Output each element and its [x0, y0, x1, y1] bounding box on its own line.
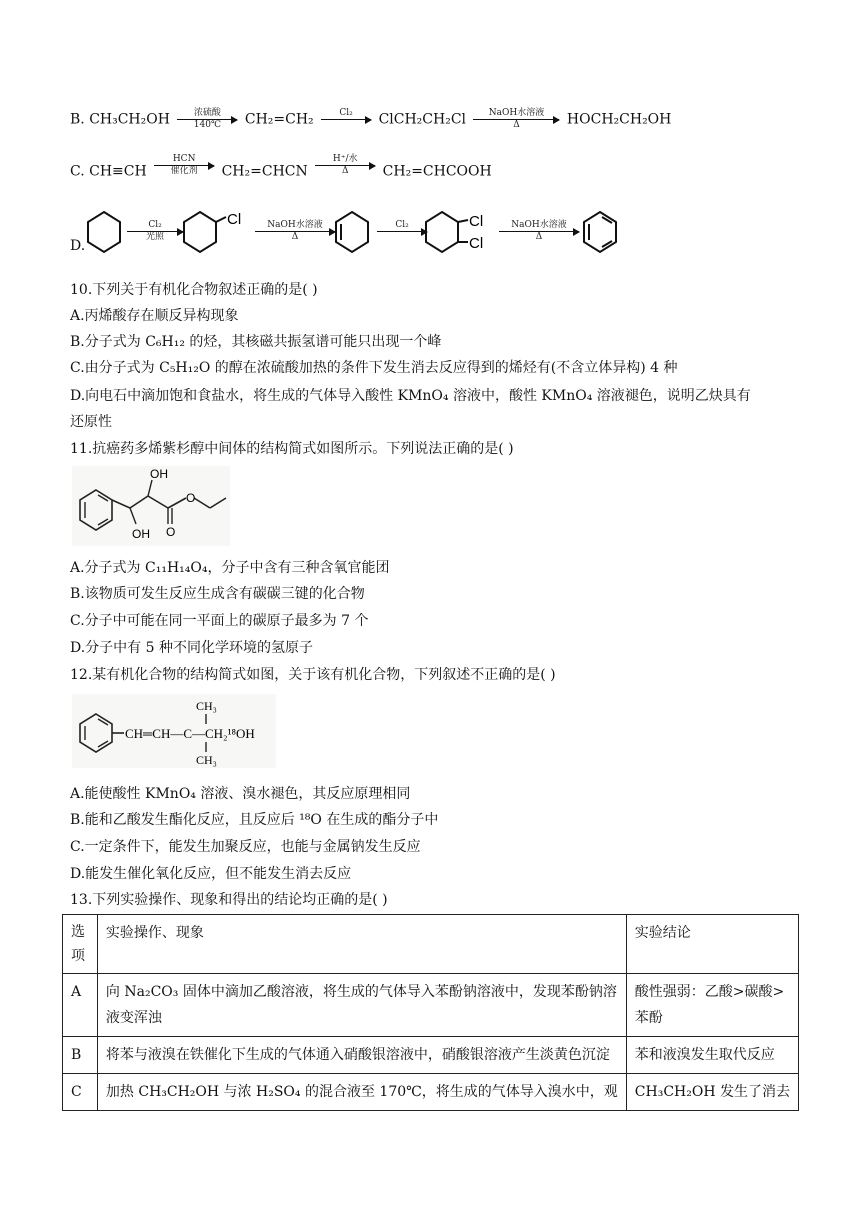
row-conclusion: CH₃CH₂OH 发生了消去	[626, 1074, 798, 1111]
experiment-table	[62, 914, 799, 1111]
row-operation: 将苯与液溴在铁催化下生成的气体通入硝酸银溶液中，硝酸银溶液产生淡黄色沉淀	[97, 1037, 626, 1074]
q10-stem: 10.下列关于有机化合物叙述正确的是( )	[70, 282, 318, 298]
table-row	[63, 974, 799, 1037]
row-option: A	[63, 974, 98, 1037]
table-row	[63, 1074, 799, 1111]
q11-stem: 11.抗癌药多烯紫杉醇中间体的结构简式如图所示。下列说法正确的是( )	[70, 441, 514, 457]
chlorine-label: Cl	[227, 211, 242, 228]
header-conclusion: 实验结论	[626, 915, 798, 974]
chlorocyclohexane-structure	[180, 208, 246, 256]
q9c-product-2: CH₂=CHCOOH	[382, 163, 492, 180]
q12-structure	[72, 694, 276, 768]
q9b-product-3: HOCH₂CH₂OH	[566, 111, 672, 128]
q12-option-c: C.一定条件下，能发生加聚反应，也能与金属钠发生反应	[70, 839, 421, 855]
oxygen-label: O	[186, 491, 196, 505]
methyl-label: CH₃	[196, 753, 217, 767]
q10-option-a: A.丙烯酸存在顺反异构现象	[70, 308, 239, 324]
reaction-arrow: NaOH水溶液 Δ	[255, 220, 335, 243]
q9b-product-2: ClCH₂CH₂Cl	[378, 111, 467, 128]
benzene-structure	[580, 208, 620, 256]
q11-structure	[72, 466, 230, 546]
header-option: 选项	[63, 915, 98, 974]
q12-stem: 12.某有机化合物的结构简式如图，关于该有机化合物，下列叙述不正确的是( )	[70, 667, 556, 683]
q11-option-a: A.分子式为 C₁₁H₁₄O₄，分子中含有三种含氧官能团	[70, 560, 390, 576]
q10-option-b: B.分子式为 C₆H₁₂ 的烃，其核磁共振氢谱可能只出现一个峰	[70, 334, 442, 350]
oxygen-label: O	[166, 525, 176, 539]
reaction-arrow: NaOH水溶液 Δ	[473, 108, 559, 131]
q12-option-a: A.能使酸性 KMnO₄ 溶液、溴水褪色，其反应原理相同	[70, 786, 411, 802]
row-conclusion: 苯和液溴发生取代反应	[626, 1037, 798, 1074]
q10-option-d: D.向电石中滴加饱和食盐水，将生成的气体导入酸性 KMnO₄ 溶液中，酸性 KMnO₄ 溶液褪色，说明乙炔具有	[70, 388, 751, 404]
table-header-row	[63, 915, 799, 974]
q9d-label: D.	[70, 238, 86, 254]
row-option: C	[63, 1074, 98, 1111]
q11-option-c: C.分子中可能在同一平面上的碳原子最多为 7 个	[70, 613, 369, 629]
side-chain-label: CH═CH—C—CH₂¹⁸OH	[125, 726, 255, 741]
q9-option-b	[70, 108, 671, 131]
q12-option-d: D.能发生催化氧化反应，但不能发生消去反应	[70, 866, 352, 882]
row-option: B	[63, 1037, 98, 1074]
q9b-reactant: B. CH₃CH₂OH	[70, 111, 170, 128]
row-operation: 向 Na₂CO₃ 固体中滴加乙酸溶液，将生成的气体导入苯酚钠溶液中，发现苯酚钠溶液变浑浊	[97, 974, 626, 1037]
methyl-label: CH₃	[196, 699, 217, 713]
table-row	[63, 1037, 799, 1074]
reaction-arrow: Cl₂	[379, 220, 425, 243]
chlorine-label: Cl	[469, 235, 484, 252]
dichlorocyclohexane-structure	[422, 208, 490, 256]
q13-stem: 13.下列实验操作、现象和得出的结论均正确的是( )	[70, 892, 388, 908]
row-operation: 加热 CH₃CH₂OH 与浓 H₂SO₄ 的混合液至 170℃，将生成的气体导入溴水中，观	[97, 1074, 626, 1111]
hydroxyl-label: OH	[132, 527, 150, 541]
q12-option-b: B.能和乙酸发生酯化反应，且反应后 ¹⁸O 在生成的酯分子中	[70, 812, 439, 828]
row-conclusion: 酸性强弱：乙酸>碳酸>苯酚	[626, 974, 798, 1037]
reaction-arrow: HCN 催化剂	[154, 154, 214, 177]
q9c-product-1: CH₂=CHCN	[221, 163, 308, 180]
reaction-arrow: H⁺/水 Δ	[315, 154, 375, 177]
q11-option-d: D.分子中有 5 种不同化学环境的氢原子	[70, 640, 313, 656]
cyclohexane-structure	[84, 208, 124, 256]
reaction-arrow: Cl₂	[321, 108, 371, 131]
q10-option-d-cont: 还原性	[70, 414, 112, 430]
hydroxyl-label: OH	[150, 467, 168, 481]
q9-option-c	[70, 154, 492, 183]
chlorine-label: Cl	[469, 213, 484, 230]
header-operation: 实验操作、现象	[97, 915, 626, 974]
q10-option-c: C.由分子式为 C₅H₁₂O 的醇在浓硫酸加热的条件下发生消去反应得到的烯烃有(不含立体异构) 4 种	[70, 360, 678, 376]
reaction-arrow: 浓硫酸 140℃	[177, 108, 237, 131]
q9c-reactant: C. CH≡CH	[70, 163, 147, 180]
q11-option-b: B.该物质可发生反应生成含有碳碳三键的化合物	[70, 586, 365, 602]
q9b-product-1: CH₂=CH₂	[244, 111, 314, 128]
reaction-arrow: NaOH水溶液 Δ	[499, 220, 579, 243]
cyclohexene-structure	[332, 208, 372, 256]
reaction-arrow: Cl₂ 光照	[127, 220, 183, 243]
